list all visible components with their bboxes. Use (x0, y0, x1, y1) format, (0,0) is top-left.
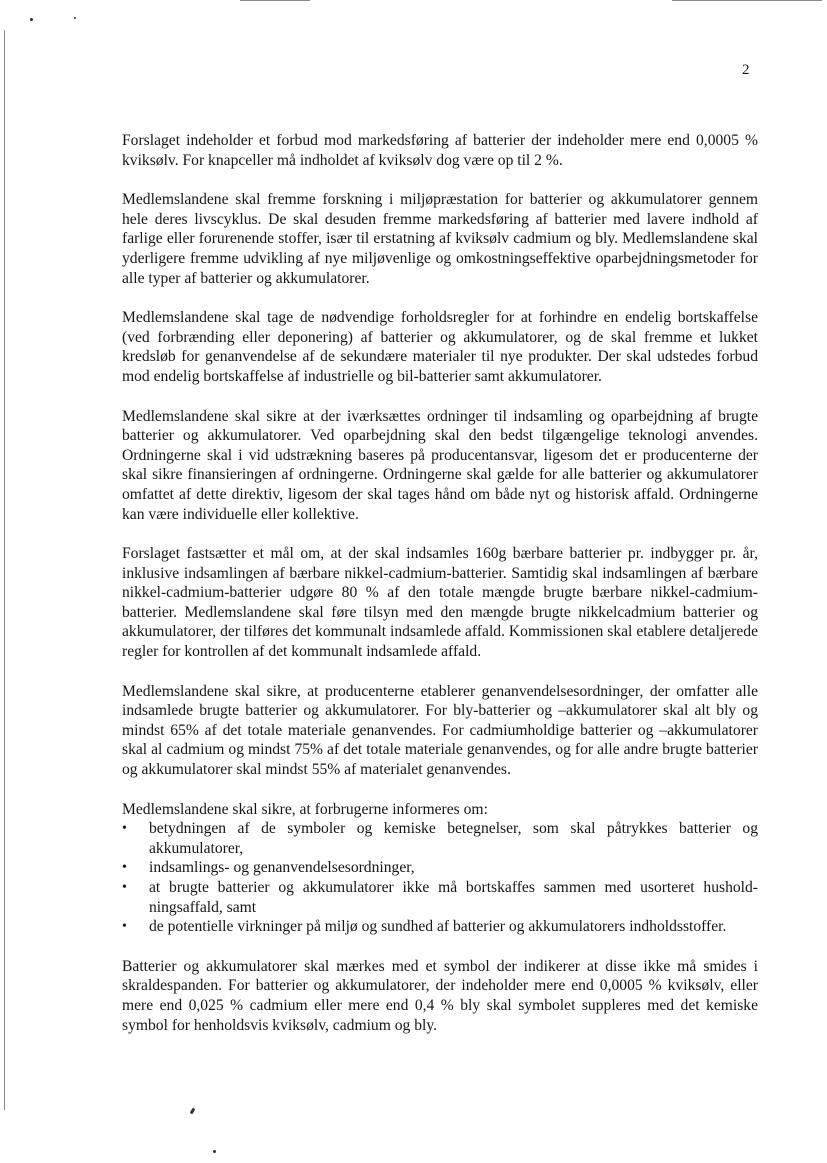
scan-edge-line-top (240, 0, 310, 1)
list-item (122, 819, 758, 858)
paragraph-research: Medlemslandene skal fremme forskning i miljøpræstation for batterier og akkumulatorer gennem hele deres livscyklus. De skal desuden fremme markedsføring af batterier med lavere indhold af farlige eller forurenende stoffer, især til erstatning af kviksølv cadmium og bly. Medlemslandene skal yderligere fremme udvikling af nye miljøvenlige og omkostningseffektive oparbejdningsmetoder for alle typer af batterier og akkumulatorer. (122, 191, 758, 287)
paragraph-labelling: Batterier og akkumulatorer skal mærkes med et symbol der indikerer at disse ikke må smides i skraldespanden. For batterier og akkumulatorer, der indeholder mere end 0,0005 % kviksølv, eller mere end 0,025 % cadmium eller mere end 0,4 % bly skal symbolet suppleres med det kemiske symbol for henholdsvis kviksølv, cadmium og bly. (122, 957, 758, 1034)
bullet-icon: • (122, 860, 127, 876)
list-item-text: betydningen af de symboler og kemiske betegnelser, som skal påtrykkes batterier og akkumulatorer, (149, 820, 758, 857)
page-number: 2 (742, 62, 750, 78)
list-item-text: at brugte batterier og akkumulatorer ikke må bortskaffes sammen med usorteret husholdningsaffald, samt (149, 879, 758, 916)
scan-speck (190, 1108, 196, 1115)
paragraph-mercury-ban: Forslaget indeholder et forbud mod markedsføring af batterier der indeholder mere end 0,0005 % kviksølv. For knapceller må indholdet af kviksølv dog være op til 2 %. (122, 132, 758, 169)
paragraph-recycling: Medlemslandene skal sikre, at producenterne etablerer genanvendelsesordninger, der omfatter alle indsamlede brugte batterier og akkumulatorer. For bly-batterier og –akkumulatorer skal alt bly og mindst 65% af det totale materiale genanvendes. For cadmiumholdige batterier og –akkumulatorer skal al cadmium og mindst 75% af det totale materiale genanvendes, og for alle andre brugte batterier og akkumulatorer skal mindst 55% af materialet genanvendes. (122, 682, 758, 779)
paragraph-collection-targets: Forslaget fastsætter et mål om, at der skal indsamles 160g bærbare batterier pr. indbygger pr. år, inklusive indsamlingen af bærbare nikkel-cadmium-batterier. Samtidig skal indsamlingen af bærbare nikkel-cadmium-batterier udgøre 80 % af den totale mængde brugte bærbare nikkel-cadmium-batterier. Medlemslandene skal føre tilsyn med den mængde brugte nikkelcadmium batterier og akkumulatorer, der tilføres det kommunalt indsamlede affald. Kommissionen skal etablere detaljerede regler for kontrollen af det kommunalt indsamlede affald. (122, 545, 758, 661)
list-item (122, 917, 758, 937)
bullet-icon: • (122, 821, 127, 837)
body-text (122, 131, 758, 1055)
scan-speck (30, 18, 33, 21)
scan-speck (74, 17, 76, 19)
bullet-icon: • (122, 880, 127, 895)
paragraph-collection-schemes: Medlemslandene skal sikre at der iværksættes ordninger til indsamling og oparbejdning af brugte batterier og akkumulatorer. Ved oparbejdning skal den bedst tilgængelige teknologi anvendes. Ordningerne skal i vid udstrækning baseres på producentansvar, ligesom det er producenterne der skal sikre finansieringen af ordningerne. Ordningerne skal gælde for alle batterier og akkumulatorer omfattet af dette direktiv, ligesom der skal tages hånd om både nyt og historisk affald. Ordningerne kan være individuelle eller kollektive. (122, 407, 758, 523)
scan-edge-line-top-right (672, 0, 822, 1)
list-item (122, 858, 758, 878)
list-intro: Medlemslandene skal sikre, at forbrugerne informeres om: (122, 800, 488, 818)
list-item-text: de potentielle virkninger på miljø og sundhed af batterier og akkumulatorers indholdsstoffer. (149, 918, 727, 936)
paragraph-disposal: Medlemslandene skal tage de nødvendige forholdsregler for at forhindre en endelig bortskaffelse (ved forbrænding eller deponering) af batterier og akkumulatorer, og de skal fremme et lukket kredsløb for genanvendelse af de sekundære materialer til nye produkter. Der skal udstedes forbud mod endelig bortskaffelse af industrielle og bil-batterier samt akkumulatorer. (122, 309, 758, 385)
scan-edge-line-left (4, 30, 5, 1110)
list-item (122, 878, 758, 917)
consumer-information-list (122, 819, 758, 937)
list-item-text: indsamlings- og genanvendelsesordninger, (149, 859, 415, 877)
scan-speck (213, 1150, 216, 1153)
bullet-icon: • (122, 919, 127, 935)
